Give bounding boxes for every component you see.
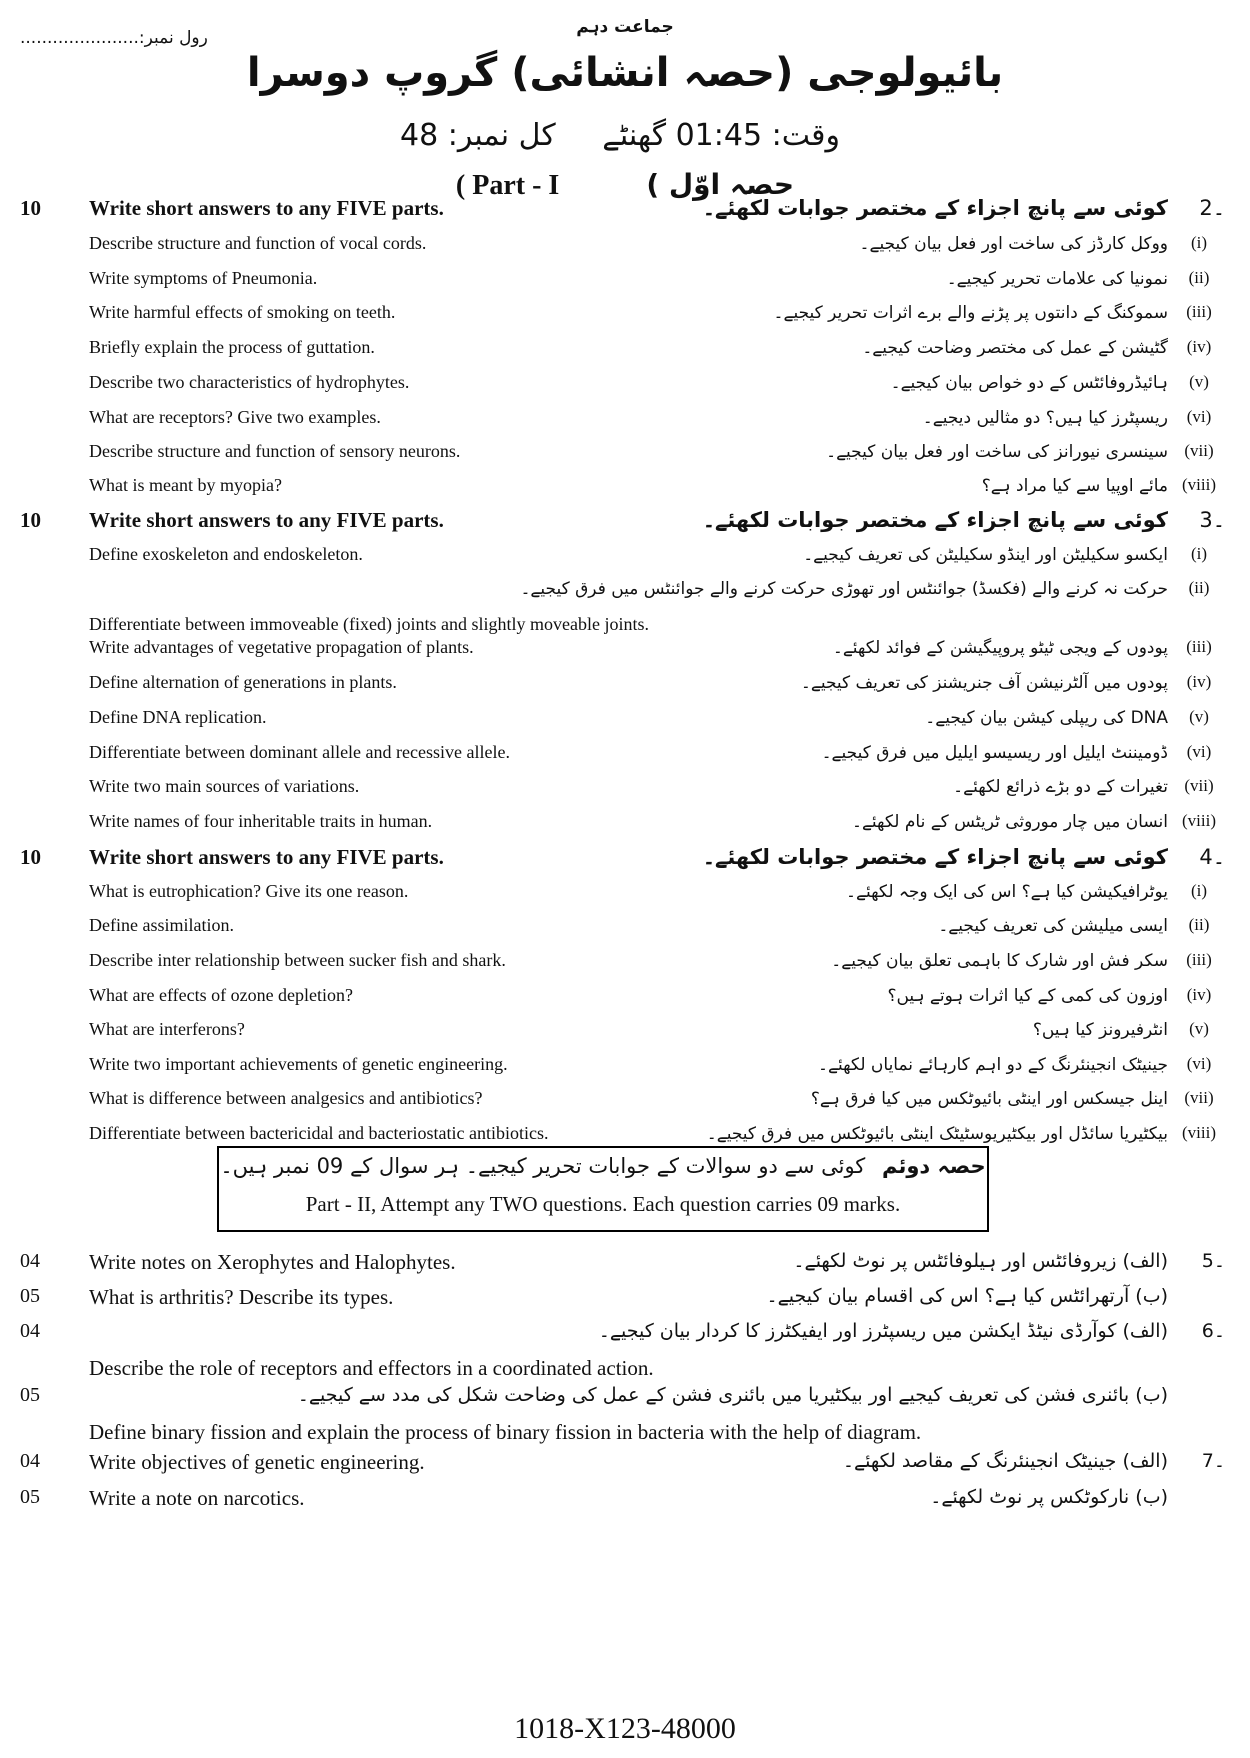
part-roman: (vi): [1186, 742, 1212, 761]
marks: 05: [20, 1384, 40, 1406]
part-text-ur: ایسی میلیشن کی تعریف کیجیے۔: [938, 916, 1168, 936]
part-roman: (i): [1190, 233, 1208, 252]
part-roman: (iv): [1186, 985, 1212, 1004]
part-text-ur: انسان میں چار موروثی ٹریٹس کے نام لکھئے۔: [852, 812, 1168, 832]
question-part: [0, 441, 1250, 471]
part-roman: (vi): [1186, 407, 1212, 426]
part-text-en: Write harmful effects of smoking on teeth.: [89, 302, 396, 322]
question-instruction-ur: کوئی سے پانچ اجزاء کے مختصر جوابات لکھئے۔: [702, 196, 1168, 220]
part-text-ur: نمونیا کی علامات تحریر کیجیے۔: [946, 269, 1168, 289]
part-roman: (iv): [1186, 672, 1212, 691]
part-text-en: What is eutrophication? Give its one reason.: [89, 881, 409, 901]
part-text-en: Write names of four inheritable traits in human.: [89, 811, 433, 831]
text-en: Define binary fission and explain the process of binary fission in bacteria with the help of diagram.: [89, 1420, 922, 1444]
question-7a: [0, 1450, 1250, 1484]
question-number: 6۔: [1201, 1320, 1225, 1342]
question-4-heading: [0, 845, 1250, 877]
part-roman: (vii): [1184, 1088, 1214, 1107]
question-instruction-en: Write short answers to any FIVE parts.: [89, 508, 444, 532]
question-5a: [0, 1250, 1250, 1284]
part-text-ur: سینسری نیورانز کی ساخت اور فعل بیان کیجیے۔: [826, 442, 1168, 462]
part-text-en: Write symptoms of Pneumonia.: [89, 268, 318, 288]
marks: 04: [20, 1320, 40, 1342]
part-text-ur: ریسپٹرز کیا ہیں؟ دو مثالیں دیجیے۔: [922, 408, 1168, 428]
part-two-instruction-ur-line: [219, 1154, 987, 1178]
part-text-ur: ڈومیننٹ ایلیل اور ریسیسو ایلیل میں فرق کیجیے۔: [821, 743, 1168, 763]
part-two-heading-ur: حصہ دوئم: [882, 1154, 986, 1178]
part-roman: (i): [1190, 881, 1208, 900]
question-marks: 10: [20, 508, 41, 532]
part-two-box: [217, 1146, 989, 1232]
part-roman: (v): [1189, 372, 1209, 391]
sub-text-ur: جینیٹک انجینئرنگ کے مقاصد لکھئے۔: [842, 1450, 1117, 1472]
part-text-en: Differentiate between dominant allele and recessive allele.: [89, 742, 510, 762]
time-allowed: وقت: 01:45 گھنٹے: [602, 118, 840, 153]
question-part: [0, 475, 1250, 505]
marks: 04: [20, 1250, 40, 1272]
text-en: What is arthritis? Describe its types.: [89, 1285, 394, 1309]
question-part: [0, 268, 1250, 298]
part-text-ur: اینل جیسکس اور اینٹی بائیوٹکس میں کیا فرق ہے؟: [810, 1089, 1168, 1109]
roll-number-label: رول نمبر:......................: [20, 28, 208, 48]
text-en: Describe the role of receptors and effectors in a coordinated action.: [89, 1356, 654, 1380]
question-part: [0, 672, 1250, 702]
text-ur: [767, 1285, 1169, 1307]
question-part: [0, 372, 1250, 402]
question-part: [0, 407, 1250, 437]
sub-label: (الف): [1122, 1450, 1168, 1472]
part-text-en: What is difference between analgesics and antibiotics?: [89, 1088, 483, 1108]
part-roman: (ii): [1188, 578, 1210, 597]
question-marks: 10: [20, 196, 41, 220]
sub-text-ur: آرتھرائٹس کیا ہے؟ اس کی اقسام بیان کیجیے۔: [766, 1285, 1130, 1307]
part-roman: (iii): [1186, 950, 1212, 969]
question-part: [0, 337, 1250, 367]
sub-text-ur: بائنری فشن کی تعریف کیجیے اور بیکٹیریا میں بائنری فشن کے عمل کی وضاحت شکل کی مدد سے کیجیے۔: [297, 1384, 1130, 1406]
marks: 04: [20, 1450, 40, 1472]
question-part: [0, 811, 1250, 841]
part-text-ur: انٹرفیرونز کیا ہیں؟: [1032, 1020, 1168, 1040]
part-text-en: Write two main sources of variations.: [89, 776, 360, 796]
part-text-en: Define DNA replication.: [89, 707, 267, 727]
part-text-en: Describe inter relationship between sucker fish and shark.: [89, 950, 506, 970]
part-text-ur: سکر فش اور شارک کا باہمی تعلق بیان کیجیے۔: [831, 951, 1168, 971]
part-roman: (iii): [1186, 637, 1212, 656]
text-ur: [793, 1250, 1168, 1272]
part-text-en: What is meant by myopia?: [89, 475, 282, 495]
question-6a: [0, 1320, 1250, 1390]
sub-text-ur: نارکوٹکس پر نوٹ لکھئے۔: [930, 1486, 1130, 1508]
text-ur: [599, 1320, 1168, 1342]
part-two-instruction-ur: کوئی سے دو سوالات کے جوابات تحریر کیجیے۔ ہر سوال کے 09 نمبر ہیں۔: [220, 1154, 866, 1178]
question-part: [0, 578, 1250, 644]
part-two-instruction-en: Part - II, Attempt any TWO questions. Each question carries 09 marks.: [305, 1192, 901, 1216]
part-roman: (vii): [1184, 441, 1214, 460]
part-text-en: Define exoskeleton and endoskeleton.: [89, 544, 363, 564]
part-text-ur: بیکٹیریا سائڈل اور بیکٹیریوسٹیٹک اینٹی بائیوٹکس میں فرق کیجیے۔: [706, 1124, 1168, 1144]
part-text-en: Write advantages of vegetative propagation of plants.: [89, 637, 474, 657]
sub-label: (ب): [1135, 1285, 1168, 1307]
question-number: 5۔: [1201, 1250, 1225, 1272]
question-instruction-en: Write short answers to any FIVE parts.: [89, 196, 444, 220]
question-instruction-en: Write short answers to any FIVE parts.: [89, 845, 444, 869]
question-part: [0, 233, 1250, 263]
part-text-en: Describe structure and function of sensory neurons.: [89, 441, 461, 461]
part-text-ur: حرکت نہ کرنے والے (فکسڈ) جوائنٹس اور تھوڑی حرکت کرنے والے جوائنٹس میں فرق کیجیے۔: [520, 579, 1168, 599]
question-part: [0, 776, 1250, 806]
part-text-ur: ہائیڈروفائٹس کے دو خواص بیان کیجیے۔: [890, 373, 1168, 393]
text-en: Write a note on narcotics.: [89, 1486, 305, 1510]
part-text-ur: اوزون کی کمی کے کیا اثرات ہوتے ہیں؟: [887, 986, 1168, 1006]
sub-label: (الف): [1122, 1320, 1168, 1342]
part-text-en: What are receptors? Give two examples.: [89, 407, 381, 427]
part-text-ur: پودوں میں آلٹرنیشن آف جنریشنز کی تعریف کیجیے۔: [800, 673, 1168, 693]
part-text-ur: سموکنگ کے دانتوں پر پڑنے والے برے اثرات تحریر کیجیے۔: [773, 303, 1168, 323]
part-text-ur: مائے اوپیا سے کیا مراد ہے؟: [981, 476, 1168, 496]
question-part: [0, 985, 1250, 1015]
time-marks-row: [400, 118, 840, 158]
part-roman: (viii): [1182, 811, 1216, 830]
question-6b: [0, 1384, 1250, 1454]
question-instruction-ur: کوئی سے پانچ اجزاء کے مختصر جوابات لکھئے۔: [702, 845, 1168, 869]
part-text-en: What are interferons?: [89, 1019, 245, 1039]
question-part: [0, 1088, 1250, 1118]
marks: 05: [20, 1486, 40, 1508]
part-text-ur: DNA کی ریپلی کیشن بیان کیجیے۔: [925, 708, 1168, 728]
part-text-en: Write two important achievements of genetic engineering.: [89, 1054, 508, 1074]
part-roman: (i): [1190, 544, 1208, 563]
text-ur: [298, 1384, 1168, 1406]
part-text-en: Define alternation of generations in plants.: [89, 672, 397, 692]
question-number: 4۔: [1199, 845, 1225, 869]
total-marks: کل نمبر: 48: [400, 118, 556, 153]
question-part: [0, 950, 1250, 980]
part-roman: (vi): [1186, 1054, 1212, 1073]
sub-text-ur: کوآرڈی نیٹڈ ایکشن میں ریسپٹرز اور ایفیکٹرز کا کردار بیان کیجیے۔: [598, 1320, 1117, 1342]
part-roman: (ii): [1188, 915, 1210, 934]
question-part: [0, 637, 1250, 667]
part-roman: (v): [1189, 707, 1209, 726]
question-2-heading: [0, 196, 1250, 228]
part-roman: (vii): [1184, 776, 1214, 795]
text-en: Write objectives of genetic engineering.: [89, 1450, 425, 1474]
question-part: [0, 544, 1250, 574]
part-text-en: Briefly explain the process of guttation.: [89, 337, 375, 357]
part-text-en: Differentiate between immoveable (fixed) joints and slightly moveable joints.: [89, 614, 650, 634]
part-one-en: ( Part - I: [455, 170, 560, 201]
part-one-ur: حصہ اوّل ): [646, 168, 795, 201]
sub-label: (ب): [1135, 1486, 1168, 1508]
part-text-ur: ووکل کارڈز کی ساخت اور فعل بیان کیجیے۔: [859, 234, 1168, 254]
question-part: [0, 1019, 1250, 1049]
text-en: Write notes on Xerophytes and Halophytes.: [89, 1250, 456, 1274]
marks: 05: [20, 1285, 40, 1307]
text-ur: [843, 1450, 1168, 1472]
part-text-ur: پودوں کے ویجی ٹیٹو پروپیگیشن کے فوائد لکھئے۔: [832, 638, 1168, 658]
part-roman: (iii): [1186, 302, 1212, 321]
question-instruction-ur: کوئی سے پانچ اجزاء کے مختصر جوابات لکھئے۔: [702, 508, 1168, 532]
part-text-en: Describe structure and function of vocal cords.: [89, 233, 427, 253]
part-text-ur: جینیٹک انجینئرنگ کے دو اہم کارہائے نمایاں لکھئے۔: [818, 1055, 1168, 1075]
question-marks: 10: [20, 845, 41, 869]
subject-title: بائیولوجی (حصہ انشائی) گروپ دوسرا: [246, 50, 1004, 96]
part-text-ur: گٹیشن کے عمل کی مختصر وضاحت کیجیے۔: [862, 338, 1168, 358]
sub-label: (ب): [1135, 1384, 1168, 1406]
part-roman: (viii): [1182, 475, 1216, 494]
part-text-ur: تغیرات کے دو بڑے ذرائع لکھئے۔: [953, 777, 1168, 797]
question-3-heading: [0, 508, 1250, 540]
question-part: [0, 915, 1250, 945]
sub-text-ur: زیروفائٹس اور ہیلوفائٹس پر نوٹ لکھئے۔: [793, 1250, 1117, 1272]
part-text-ur: یوٹرافیکیشن کیا ہے؟ اس کی ایک وجہ لکھئے۔: [846, 882, 1168, 902]
part-text-en: Describe two characteristics of hydrophytes.: [89, 372, 410, 392]
part-roman: (iv): [1186, 337, 1212, 356]
part-text-en: Differentiate between bactericidal and bacteriostatic antibiotics.: [89, 1123, 549, 1143]
part-roman: (viii): [1182, 1123, 1216, 1142]
question-part: [0, 707, 1250, 737]
question-7b: [0, 1486, 1250, 1520]
part-roman: (ii): [1188, 268, 1210, 287]
question-part: [0, 302, 1250, 332]
question-5b: [0, 1285, 1250, 1319]
paper-code: 1018-X123-48000: [514, 1712, 736, 1745]
part-text-ur: ایکسو سکیلیٹن اور اینڈو سکیلیٹن کی تعریف کیجیے۔: [803, 545, 1168, 565]
question-part: [0, 742, 1250, 772]
part-roman: (v): [1189, 1019, 1209, 1038]
question-part: [0, 1054, 1250, 1084]
part-text-en: Define assimilation.: [89, 915, 234, 935]
question-number: 2۔: [1199, 196, 1225, 220]
question-number: 7۔: [1201, 1450, 1225, 1472]
text-ur: [930, 1486, 1168, 1508]
class-label: جماعت دہم: [576, 17, 674, 37]
question-number: 3۔: [1199, 508, 1225, 532]
question-part: [0, 881, 1250, 911]
sub-label: (الف): [1122, 1250, 1168, 1272]
part-text-en: What are effects of ozone depletion?: [89, 985, 354, 1005]
